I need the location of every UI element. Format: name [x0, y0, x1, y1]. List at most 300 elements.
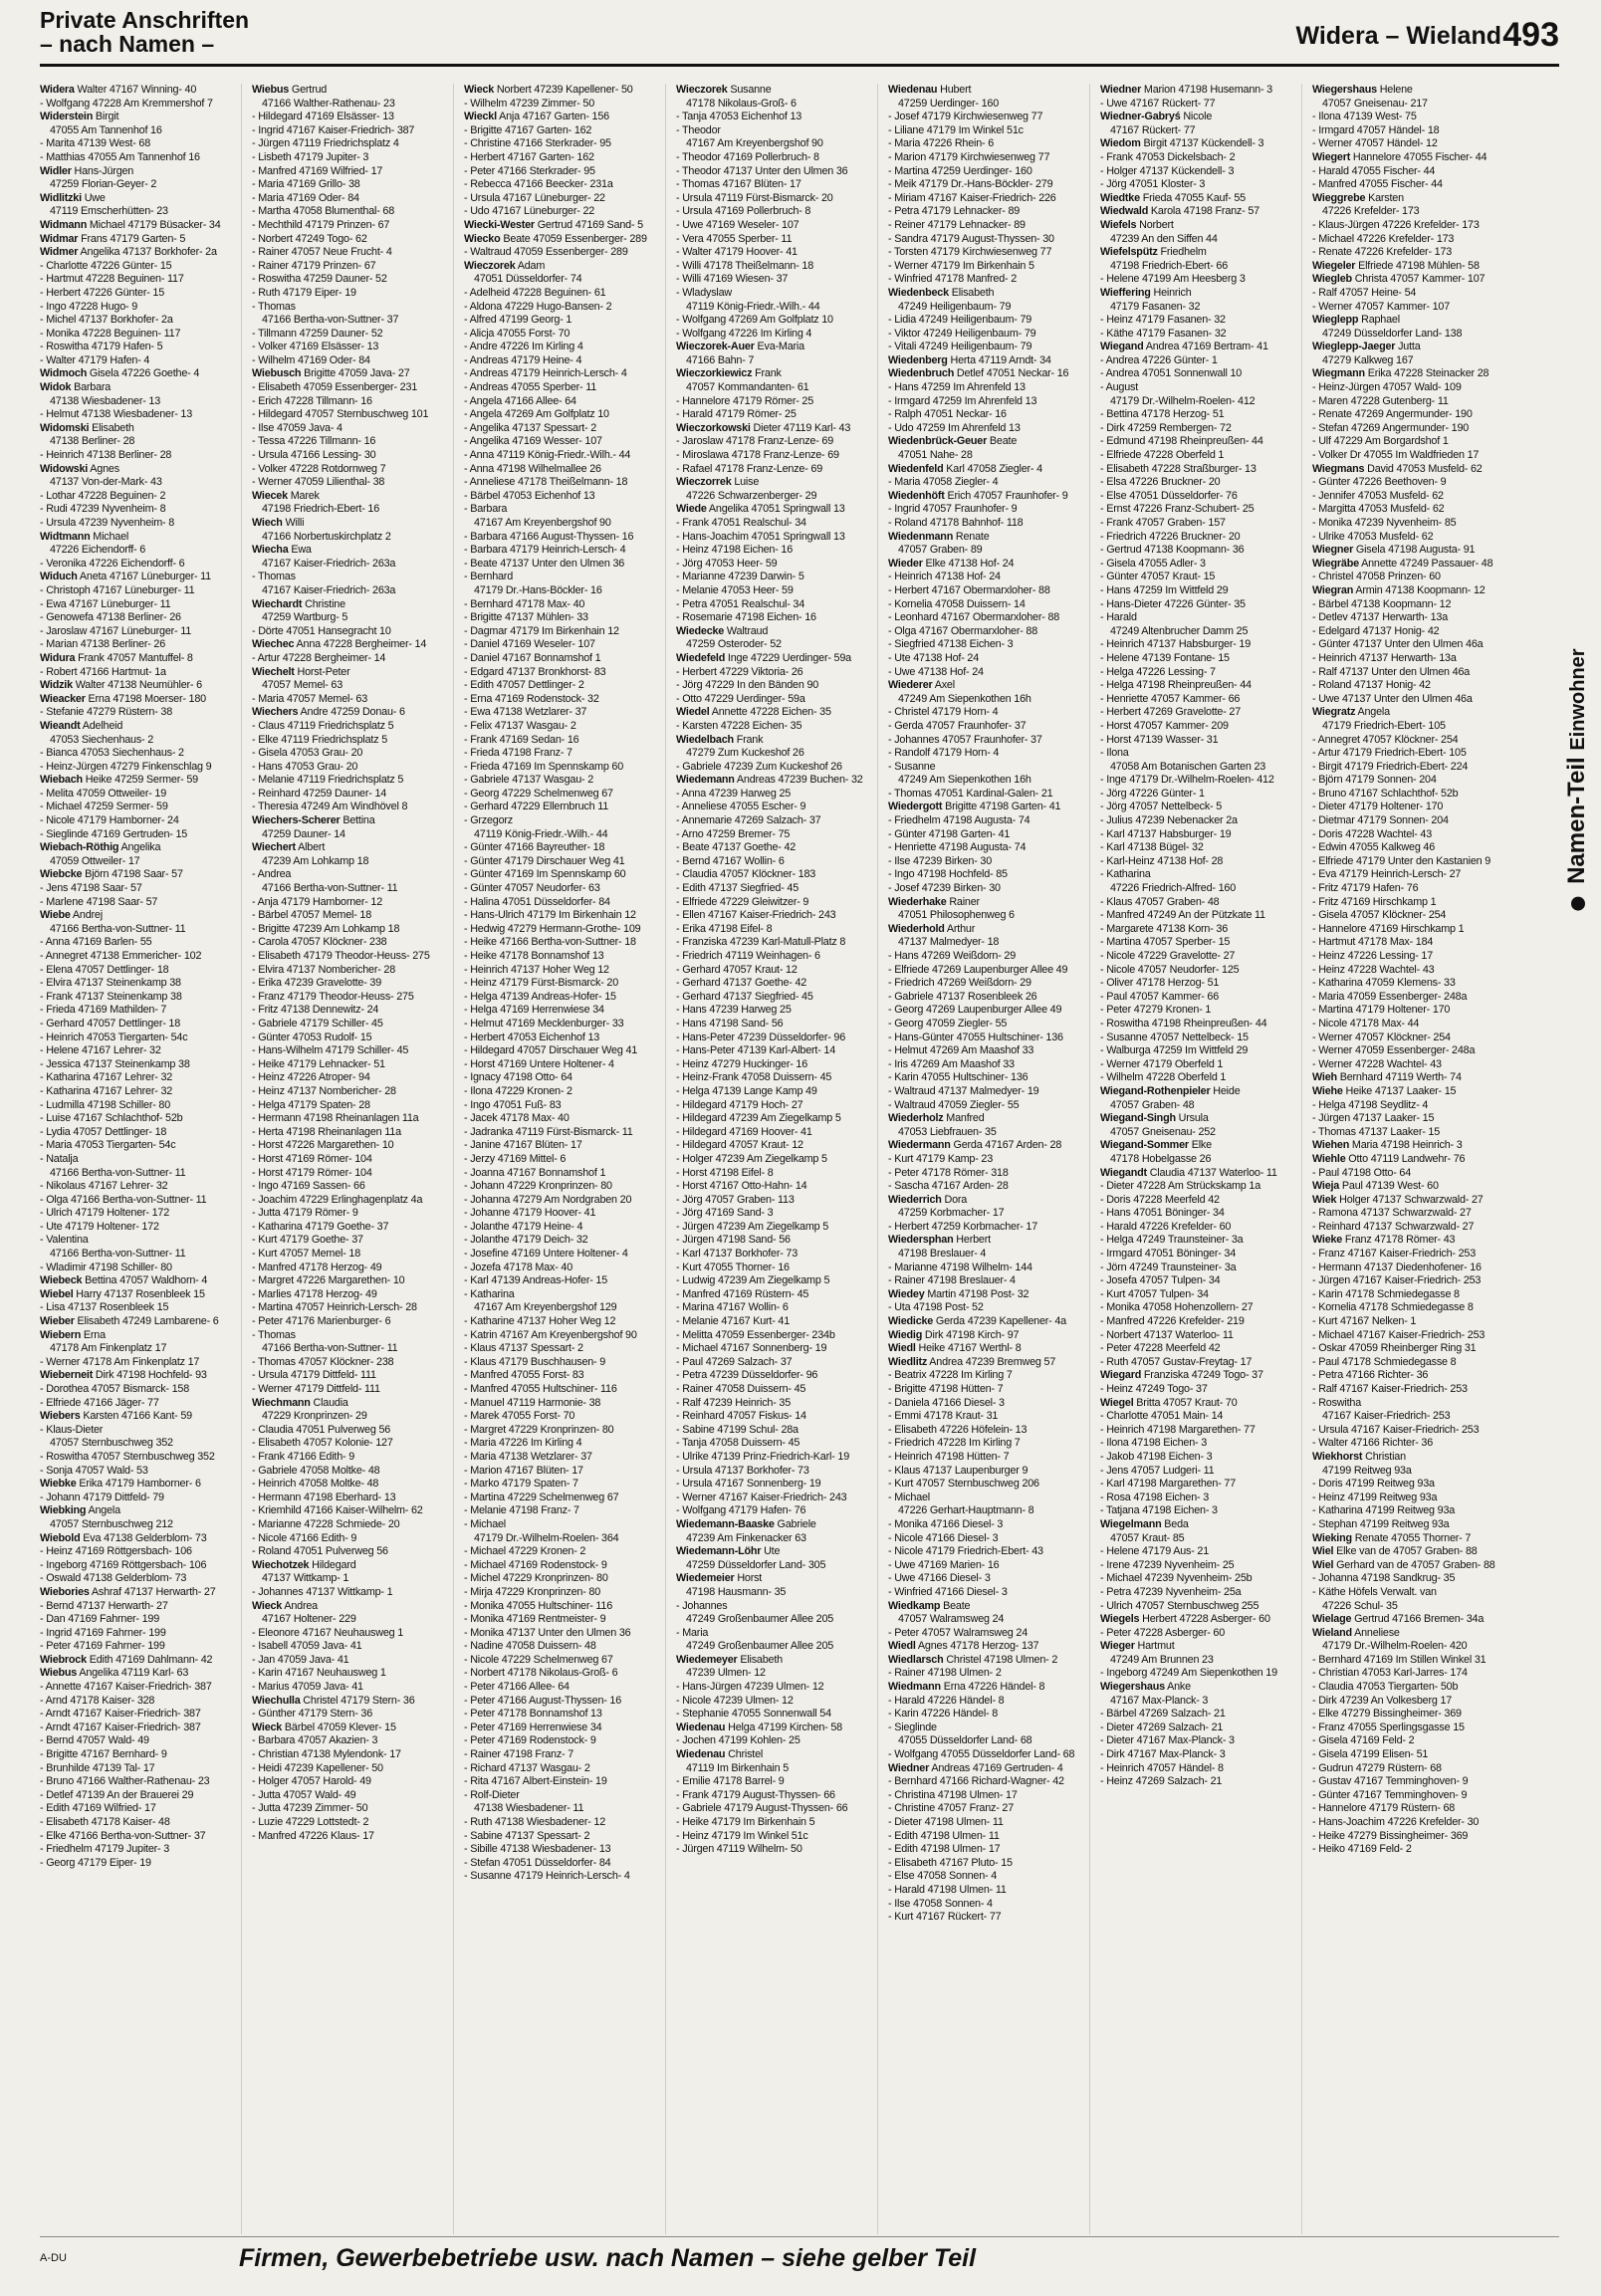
directory-entry: - Irmgard 47057 Händel- 18 — [1312, 123, 1440, 136]
directory-entry: - Bernhard 47166 Richard-Wagner- 42 — [888, 1775, 1064, 1788]
directory-entry: - Robert 47166 Hartmut- 1a — [40, 665, 166, 678]
directory-entry: Wiedenau Christel — [676, 1748, 764, 1761]
directory-entry: - Ellen 47167 Kaiser-Friedrich- 243 — [676, 909, 836, 922]
directory-entry: Wieczorek-Auer Eva-Maria — [676, 341, 804, 353]
directory-entry: - Kornelia 47178 Schmiedegasse 8 — [1312, 1301, 1474, 1314]
directory-entry: Wieczorek Adam — [464, 259, 546, 272]
directory-entry: - Annette 47167 Kaiser-Friedrich- 387 — [40, 1681, 212, 1694]
directory-entry: - Erika 47239 Gravelotte- 39 — [252, 977, 382, 990]
directory-entry: Wiebach Heike 47259 Sermer- 59 — [40, 774, 198, 787]
directory-entry: Wiedersphan Herbert — [888, 1234, 991, 1247]
directory-entry: - Peter 47166 Allee- 64 — [464, 1681, 570, 1694]
directory-entry: - Johannes — [676, 1599, 728, 1612]
directory-entry: - Erna 47169 Rodenstock- 32 — [464, 692, 599, 705]
directory-entry: - Werner 47167 Kaiser-Friedrich- 243 — [676, 1491, 847, 1503]
directory-entry: - Paul 47057 Kammer- 66 — [1100, 990, 1220, 1003]
directory-entry: - Sandra 47179 August-Thyssen- 30 — [888, 232, 1054, 245]
directory-entry: - Christel 47058 Prinzen- 60 — [1312, 571, 1441, 583]
directory-entry: - Käthe Höfels Verwalt. van — [1312, 1585, 1437, 1598]
directory-entry: Wiederrich Dora — [888, 1193, 968, 1206]
directory-entry: Wiederhold Arthur — [888, 922, 976, 935]
directory-entry: - Beatrix 47228 Im Kirling 7 — [888, 1369, 1013, 1382]
directory-entry: 47057 Gneisenau- 252 — [1110, 1125, 1216, 1138]
directory-entry: - Helmut 47169 Mecklenburger- 33 — [464, 1017, 624, 1030]
directory-entry: - Jan 47059 Java- 41 — [252, 1653, 349, 1666]
directory-entry: 47167 Kaiser-Friedrich- 263a — [262, 557, 396, 570]
directory-entry: - Ludmilla 47198 Schiller- 80 — [40, 1098, 171, 1111]
directory-entry: Wiefels Norbert — [1100, 218, 1174, 231]
directory-entry: - Petra 47166 Richter- 36 — [1312, 1369, 1429, 1382]
directory-entry: - Petra 47239 Düsseldorfer- 96 — [676, 1369, 818, 1382]
directory-entry: - Angelika 47169 Wesser- 107 — [464, 435, 602, 448]
directory-entry: - Kurt 47057 Sternbuschweg 206 — [888, 1478, 1039, 1491]
directory-entry: 47057 Graben- 48 — [1110, 1098, 1195, 1111]
directory-entry: Wiecko Beate 47059 Essenberger- 289 — [464, 232, 647, 245]
directory-entry: - Norbert 47137 Waterloo- 11 — [1100, 1328, 1234, 1341]
section-side-tab — [1559, 617, 1595, 936]
directory-entry: Wiedtke Frieda 47055 Kauf- 55 — [1100, 191, 1246, 204]
directory-entry: - Ralf 47239 Heinrich- 35 — [676, 1396, 792, 1409]
directory-entry: - Elisabeth 47057 Kolonie- 127 — [252, 1437, 393, 1450]
directory-entry: Wiechers-Scherer Bettina — [252, 814, 375, 827]
directory-entry: - Carola 47057 Klöckner- 238 — [252, 936, 387, 949]
directory-entry: - Gerhard 47057 Dettlinger- 18 — [40, 1017, 181, 1030]
directory-entry: - Brigitte 47198 Hütten- 7 — [888, 1383, 1004, 1395]
directory-entry: - Annemarie 47269 Salzach- 37 — [676, 814, 821, 827]
directory-entry: - Bärbel 47138 Koopmann- 12 — [1312, 597, 1452, 610]
directory-entry: - Nikolaus 47167 Lehrer- 32 — [40, 1180, 168, 1193]
directory-entry: - Paul 47198 Otto- 64 — [1312, 1166, 1412, 1179]
directory-entry: - Bernd 47137 Herwarth- 27 — [40, 1599, 168, 1612]
directory-entry: - Heinrich 47137 Habsburger- 19 — [1100, 638, 1252, 651]
directory-entry: - Henriette 47198 Augusta- 74 — [888, 841, 1027, 854]
directory-entry: - Emilie 47178 Barrel- 9 — [676, 1775, 785, 1788]
directory-entry: - Horst 47198 Eifel- 8 — [676, 1166, 774, 1179]
directory-entry: - Irmgard 47051 Böninger- 34 — [1100, 1248, 1237, 1261]
directory-entry: - Ingo 47228 Hugo- 9 — [40, 300, 138, 313]
directory-entry: - Maria 47226 Rhein- 6 — [888, 137, 995, 150]
directory-entry: - Friedrich 47228 Im Kirling 7 — [888, 1437, 1021, 1450]
directory-entry: - Michael 47239 Nyvenheim- 25b — [1100, 1572, 1253, 1585]
directory-entry: - Stefan 47051 Düsseldorfer- 84 — [464, 1856, 611, 1869]
directory-entry: - Tillmann 47259 Dauner- 52 — [252, 327, 383, 340]
directory-entry: Wiedl Heike 47167 Werthl- 8 — [888, 1342, 1022, 1355]
directory-entry: - Roswitha 47259 Dauner- 52 — [252, 273, 387, 286]
directory-entry: Wiebe Andrej — [40, 909, 103, 922]
directory-entry: - Paul 47269 Salzach- 37 — [676, 1355, 793, 1368]
directory-entry: - Heike 47166 Bertha-von-Suttner- 18 — [464, 936, 636, 949]
directory-entry: - Jadranka 47119 Fürst-Bismarck- 11 — [464, 1125, 633, 1138]
directory-entry: - Bärbel 47269 Salzach- 21 — [1100, 1708, 1226, 1721]
directory-entry: - Elfriede 47166 Jäger- 77 — [40, 1396, 159, 1409]
directory-entry: - Walter 47166 Richter- 36 — [1312, 1437, 1434, 1450]
directory-entry: Wiedenau Hubert — [888, 84, 972, 96]
directory-entry: - Natalja — [40, 1152, 79, 1165]
directory-entry: - Martina 47179 Holtener- 170 — [1312, 1004, 1451, 1017]
directory-entry: - Günter 47057 Kraut- 15 — [1100, 571, 1216, 583]
directory-entry: - Heinz 47269 Salzach- 21 — [1100, 1775, 1223, 1788]
directory-entry: 47279 Zum Kuckeshof 26 — [686, 747, 804, 760]
directory-entry: - Horst 47167 Otto-Hahn- 14 — [676, 1180, 807, 1193]
directory-entry: - Ilona — [1100, 747, 1129, 760]
directory-columns — [40, 84, 1513, 2234]
section-heading-line1: Private Anschriften — [40, 7, 250, 33]
directory-entry: Wiedenbruch Detlef 47051 Neckar- 16 — [888, 367, 1069, 380]
directory-entry: 47137 Wittkamp- 1 — [262, 1572, 349, 1585]
directory-column — [1312, 84, 1513, 2234]
directory-entry: Wiechotzek Hildegard — [252, 1558, 356, 1571]
directory-entry: - Barbara — [464, 503, 508, 516]
directory-entry: - Jürgen 47119 Friedrichsplatz 4 — [252, 137, 399, 150]
directory-entry: - Margret 47229 Kronprinzen- 80 — [464, 1423, 614, 1436]
directory-entry: - Manfred 47055 Fischer- 44 — [1312, 178, 1443, 191]
directory-entry: - Claudia 47051 Pulverweg 56 — [252, 1423, 391, 1436]
directory-entry: - Ulrike 47053 Musfeld- 62 — [1312, 530, 1434, 543]
directory-entry: - Katharina — [1100, 868, 1151, 881]
directory-entry: - Dieter 47269 Salzach- 21 — [1100, 1721, 1224, 1733]
directory-entry: - Gabriele 47137 Rosenbleek 26 — [888, 990, 1037, 1003]
directory-entry: - Ursula 47239 Nyvenheim- 8 — [40, 517, 175, 529]
directory-entry: - Peter 47169 Rodenstock- 9 — [464, 1734, 596, 1747]
directory-entry: - Monika 47228 Beguinen- 117 — [40, 327, 181, 340]
directory-entry: - Maria 47058 Ziegler- 4 — [888, 476, 999, 489]
directory-entry: - Marek 47055 Forst- 70 — [464, 1410, 575, 1423]
directory-entry: - Ingeborg 47249 Am Siepenkothen 19 — [1100, 1667, 1277, 1680]
directory-entry: - Ewa 47138 Wetzlarer- 37 — [464, 706, 587, 719]
directory-entry: 47179 Dr.-Wilhelm-Roelen- 412 — [1110, 394, 1256, 407]
directory-entry: - Manfred 47169 Wilfried- 17 — [252, 164, 383, 177]
directory-entry: Widura Frank 47057 Mantuffel- 8 — [40, 651, 193, 664]
directory-entry: - Karin 47178 Schmiedegasse 8 — [1312, 1287, 1460, 1300]
directory-entry: - Maria 47169 Oder- 84 — [252, 191, 359, 204]
directory-entry: - Jörg 47053 Heer- 59 — [676, 557, 778, 570]
directory-entry: Wiedner-Gabryś Nicole — [1100, 111, 1213, 123]
directory-entry: 47167 Kaiser-Friedrich- 263a — [262, 583, 396, 596]
directory-entry: - Dirk 47259 Rembergen- 72 — [1100, 421, 1232, 434]
directory-entry: - Heinz 47179 Im Winkel 51c — [676, 1829, 808, 1842]
directory-entry: - Friedrich 47269 Weißdorn- 29 — [888, 977, 1031, 990]
directory-entry: - Peter 47228 Meerfeld 42 — [1100, 1342, 1221, 1355]
directory-entry: - Luzie 47229 Lottstedt- 2 — [252, 1816, 369, 1828]
directory-entry: 47166 Norbertuskirchplatz 2 — [262, 530, 391, 543]
directory-entry: - Michael — [464, 1517, 506, 1530]
directory-entry: - Uta 47198 Post- 52 — [888, 1301, 984, 1314]
directory-entry: - Waltraud 47059 Ziegler- 55 — [888, 1098, 1020, 1111]
directory-entry: - Bernd 47057 Wald- 49 — [40, 1734, 149, 1747]
directory-entry: - Erika 47198 Eifel- 8 — [676, 922, 773, 935]
directory-entry: - Heike 47178 Bonnamshof 13 — [464, 950, 604, 962]
directory-entry: - Volker 47228 Rotdornweg 7 — [252, 462, 386, 475]
directory-entry: - Jerzy 47169 Mittel- 6 — [464, 1152, 567, 1165]
directory-entry: - Roswitha 47057 Sternbuschweg 352 — [40, 1450, 215, 1463]
directory-column — [252, 84, 454, 2234]
directory-entry: - Gerhard 47057 Kraut- 12 — [676, 963, 798, 976]
directory-entry: - Martina 47229 Schelmenweg 67 — [464, 1491, 619, 1503]
directory-entry: - Susanne — [888, 760, 936, 773]
directory-entry: - Jörg 47226 Günter- 1 — [1100, 787, 1205, 800]
directory-entry: 47179 Dr.-Hans-Böckler- 16 — [474, 583, 602, 596]
directory-entry: - Bärbel 47057 Memel- 18 — [252, 909, 372, 922]
directory-entry: - Frieda 47169 Mathilden- 7 — [40, 1004, 167, 1017]
directory-entry: - Gisela 47169 Feld- 2 — [1312, 1734, 1415, 1747]
directory-entry: - Stefan 47269 Angermunder- 190 — [1312, 421, 1470, 434]
directory-entry: - Harald 47198 Ulmen- 11 — [888, 1883, 1007, 1896]
directory-entry: - Hildegard 47239 Am Ziegelkamp 5 — [676, 1112, 841, 1125]
directory-entry: - Wilhelm 47169 Oder- 84 — [252, 353, 370, 366]
directory-entry: - Hildegard 47169 Elsässer- 13 — [252, 111, 394, 123]
directory-entry: - Franziska 47239 Karl-Matull-Platz 8 — [676, 936, 846, 949]
directory-entry: 47051 Nahe- 28 — [898, 449, 973, 462]
directory-entry: - Heinz 47169 Röttgersbach- 106 — [40, 1545, 192, 1558]
directory-entry: - Ulrike 47139 Prinz-Friedrich-Karl- 19 — [676, 1450, 850, 1463]
directory-entry: - Theodor 47169 Pollerbruch- 8 — [676, 150, 819, 163]
directory-entry: - Marion 47179 Kirchwiesenweg 77 — [888, 150, 1050, 163]
directory-entry: - Werner 47179 Oberfeld 1 — [1100, 1057, 1224, 1070]
directory-entry: Wiedenfeld Karl 47058 Ziegler- 4 — [888, 462, 1042, 475]
directory-entry: - Barbara 47057 Akazien- 3 — [252, 1734, 378, 1747]
directory-entry: - Lisa 47137 Rosenbleek 15 — [40, 1301, 169, 1314]
directory-entry: - Roland 47178 Bahnhof- 118 — [888, 517, 1024, 529]
directory-entry: - Karl 47138 Bügel- 32 — [1100, 841, 1204, 854]
directory-entry: - Edith 47057 Dettlinger- 2 — [464, 679, 584, 692]
directory-entry: - Thomas 47167 Blüten- 17 — [676, 178, 801, 191]
directory-entry: - Peter 47178 Römer- 318 — [888, 1166, 1009, 1179]
directory-entry: - Hermann 47198 Rheinanlagen 11a — [252, 1112, 419, 1125]
directory-entry: - Maria 47226 Im Kirling 4 — [464, 1437, 582, 1450]
directory-entry: - Helene 47167 Lehrer- 32 — [40, 1044, 161, 1057]
directory-entry: - Klaus 47179 Buschhausen- 9 — [464, 1355, 606, 1368]
directory-entry: - Hans 47259 Im Ahrenfeld 13 — [888, 381, 1026, 394]
directory-entry: Wiedner Andreas 47169 Gertruden- 4 — [888, 1761, 1063, 1774]
directory-entry: Wieczorrek Luise — [676, 476, 760, 489]
directory-entry: - Peter 47166 Sterkrader- 95 — [464, 164, 595, 177]
directory-entry: - Johann 47229 Kronprinzen- 80 — [464, 1180, 612, 1193]
directory-entry: - Hans 47051 Böninger- 34 — [1100, 1207, 1225, 1220]
directory-entry: 47198 Friedrich-Ebert- 66 — [1110, 259, 1229, 272]
directory-entry: Wiedicke Gerda 47239 Kapellener- 4a — [888, 1315, 1066, 1328]
directory-entry: 47057 Sternbuschweg 212 — [50, 1517, 173, 1530]
directory-entry: 47057 Memel- 63 — [262, 679, 343, 692]
directory-entry: - Roswitha 47179 Hafen- 5 — [40, 341, 163, 353]
directory-entry: Wiebern Erna — [40, 1328, 106, 1341]
directory-entry: - Theodor — [676, 123, 721, 136]
directory-entry: - Kurt 47055 Thorner- 16 — [676, 1261, 790, 1273]
directory-entry: - Wolfgang 47179 Hafen- 76 — [676, 1504, 806, 1517]
directory-entry: - Jakob 47198 Eichen- 3 — [1100, 1450, 1213, 1463]
directory-entry: - Georg 47229 Schelmenweg 67 — [464, 787, 613, 800]
directory-entry: - Jolanthe 47179 Heine- 4 — [464, 1220, 583, 1233]
directory-entry: Wiechulla Christel 47179 Stern- 36 — [252, 1694, 415, 1707]
directory-entry: Wiehen Maria 47198 Heinrich- 3 — [1312, 1139, 1463, 1152]
directory-entry: - Gerhard 47137 Siegfried- 45 — [676, 990, 813, 1003]
directory-entry: Wiegershaus Helene — [1312, 84, 1413, 96]
directory-entry: Widtmann Michael — [40, 530, 129, 543]
directory-entry: - Rafael 47178 Franz-Lenze- 69 — [676, 462, 823, 475]
directory-entry: Wiegand-Singh Ursula — [1100, 1112, 1209, 1125]
directory-entry: 47249 Am Siepenkothen 16h — [898, 774, 1031, 787]
directory-entry: Wiebold Eva 47138 Gelderblom- 73 — [40, 1531, 207, 1544]
directory-entry: - Wilhelm 47228 Oberfeld 1 — [1100, 1071, 1227, 1084]
directory-entry: - Werner 47228 Wachtel- 43 — [1312, 1057, 1442, 1070]
directory-entry: - Heinz-Jürgen 47057 Wald- 109 — [1312, 381, 1462, 394]
directory-entry: - Helga 47249 Traunsteiner- 3a — [1100, 1234, 1244, 1247]
directory-entry: - Gabriele 47179 Schiller- 45 — [252, 1017, 383, 1030]
directory-entry: Wiehe Heike 47137 Laaker- 15 — [1312, 1084, 1457, 1097]
directory-entry: - Tatjana 47198 Eichen- 3 — [1100, 1504, 1218, 1517]
directory-entry: - Julius 47239 Nebenacker 2a — [1100, 814, 1238, 827]
directory-entry: Wieking Renate 47055 Thorner- 7 — [1312, 1531, 1472, 1544]
directory-entry: - Melanie 47119 Friedrichsplatz 5 — [252, 774, 404, 787]
directory-entry: - Miriam 47167 Kaiser-Friedrich- 226 — [888, 191, 1056, 204]
directory-entry: - Manfred 47169 Rüstern- 45 — [676, 1287, 809, 1300]
directory-entry: - Sonja 47057 Wald- 53 — [40, 1464, 148, 1477]
directory-entry: 47057 Gneisenau- 217 — [1322, 97, 1428, 110]
directory-entry: - Günter 47167 Temminghoven- 9 — [1312, 1788, 1468, 1801]
directory-entry: - Manfred 47226 Klaus- 17 — [252, 1829, 374, 1842]
directory-entry: - Jörg 47229 In den Bänden 90 — [676, 679, 819, 692]
directory-entry: - Ingrid 47167 Kaiser-Friedrich- 387 — [252, 123, 415, 136]
directory-entry: - Irene 47239 Nyvenheim- 25 — [1100, 1558, 1235, 1571]
directory-entry: - Arndt 47167 Kaiser-Friedrich- 387 — [40, 1721, 201, 1733]
directory-entry: Wiefelspütz Friedhelm — [1100, 246, 1207, 259]
directory-entry: Wiebach-Röthig Angelika — [40, 841, 161, 854]
directory-entry: - Volker 47169 Elsässer- 13 — [252, 341, 379, 353]
directory-entry: - Günter 47057 Neudorfer- 63 — [464, 882, 600, 895]
directory-entry: 47166 Bertha-von-Suttner- 11 — [262, 882, 398, 895]
directory-entry: - Rolf-Dieter — [464, 1788, 520, 1801]
directory-entry: - Rainer 47179 Prinzen- 67 — [252, 259, 376, 272]
directory-entry: 47226 Gerhart-Hauptmann- 8 — [898, 1504, 1034, 1517]
directory-entry: 47249 Am Brunnen 23 — [1110, 1653, 1214, 1666]
directory-entry: - Michael 47259 Sermer- 59 — [40, 801, 168, 813]
directory-entry: - Georg 47059 Ziegler- 55 — [888, 1017, 1008, 1030]
directory-entry: - Hildegard 47057 Sternbuschweg 101 — [252, 408, 429, 421]
directory-entry: - Horst 47169 Römer- 104 — [252, 1152, 372, 1165]
directory-entry: Wielage Gertrud 47166 Bremen- 34a — [1312, 1613, 1485, 1626]
directory-entry: - Christina 47198 Ulmen- 17 — [888, 1788, 1018, 1801]
directory-entry: - Brigitte 47167 Garten- 162 — [464, 123, 592, 136]
directory-entry: - Klaus 47137 Laupenburger 9 — [888, 1464, 1029, 1477]
directory-entry: - Hildegard 47169 Hoover- 41 — [676, 1125, 812, 1138]
directory-entry: - Hartmut 47178 Max- 184 — [1312, 936, 1434, 949]
directory-entry: - Barbara 47179 Heinrich-Lersch- 4 — [464, 544, 626, 557]
directory-entry: - Margarete 47138 Korn- 36 — [1100, 922, 1229, 935]
directory-entry: - Michael 47169 Rodenstock- 9 — [464, 1558, 607, 1571]
directory-entry: - Elisabeth 47226 Höfelein- 13 — [888, 1423, 1028, 1436]
directory-entry: - Michel 47229 Kronprinzen- 80 — [464, 1572, 608, 1585]
directory-entry: - Ilse 47239 Birken- 30 — [888, 854, 993, 867]
directory-entry: Wiegershaus Anke — [1100, 1681, 1191, 1694]
directory-entry: - Roland 47137 Honig- 42 — [1312, 679, 1431, 692]
directory-entry: Wieglepp-Jaeger Jutta — [1312, 341, 1421, 353]
directory-entry: - Holger 47057 Harold- 49 — [252, 1775, 371, 1788]
directory-entry: Widmann Michael 47179 Büsacker- 34 — [40, 218, 221, 231]
directory-entry: - Josefa 47057 Tulpen- 34 — [1100, 1274, 1221, 1287]
directory-entry: - Angela 47166 Allee- 64 — [464, 394, 576, 407]
directory-entry: - Jörg 47051 Kloster- 3 — [1100, 178, 1206, 191]
directory-entry: 47053 Siechenhaus- 2 — [50, 733, 154, 746]
directory-entry: - Rainer 47198 Breslauer- 4 — [888, 1274, 1016, 1287]
directory-entry: - Matthias 47055 Am Tannenhof 16 — [40, 150, 200, 163]
directory-entry: - Ursula 47119 Fürst-Bismarck- 20 — [676, 191, 833, 204]
directory-entry: Widlitzki Uwe — [40, 191, 106, 204]
directory-entry: - Mirja 47229 Kronprinzen- 80 — [464, 1585, 601, 1598]
directory-entry: - Winfried 47166 Diesel- 3 — [888, 1585, 1008, 1598]
bullet-dot-icon — [1571, 897, 1585, 911]
directory-entry: - Katharine 47137 Hoher Weg 12 — [464, 1315, 616, 1328]
directory-entry: - Helmut 47138 Wiesbadener- 13 — [40, 408, 193, 421]
directory-entry: - Marko 47179 Spaten- 7 — [464, 1478, 578, 1491]
directory-entry: - Iris 47269 Am Maashof 33 — [888, 1057, 1015, 1070]
directory-entry: - Elfriede 47269 Laupenburger Allee 49 — [888, 963, 1068, 976]
directory-entry: - Franz 47055 Sperlingsgasse 15 — [1312, 1721, 1465, 1733]
directory-entry: - Charlotte 47226 Günter- 15 — [40, 259, 172, 272]
directory-entry: 47166 Bertha-von-Suttner- 11 — [262, 1342, 398, 1355]
directory-entry: 47167 Am Kreyenbergshof 129 — [474, 1301, 617, 1314]
directory-entry: - Katrin 47167 Am Kreyenbergshof 90 — [464, 1328, 637, 1341]
directory-entry: - Heinz 47279 Huckinger- 16 — [676, 1057, 808, 1070]
directory-entry: - Heinrich 47053 Tiergarten- 54c — [40, 1031, 188, 1043]
directory-entry: - Herbert 47226 Günter- 15 — [40, 286, 165, 299]
directory-entry: 47226 Schul- 35 — [1322, 1599, 1398, 1612]
directory-entry: - Friedhelm 47179 Jupiter- 3 — [40, 1843, 170, 1856]
directory-entry: - Winfried 47178 Manfred- 2 — [888, 273, 1018, 286]
directory-entry: 47138 Berliner- 28 — [50, 435, 135, 448]
directory-entry: Wiek Holger 47137 Schwarzwald- 27 — [1312, 1193, 1484, 1206]
directory-entry: - Ute 47138 Hof- 24 — [888, 651, 980, 664]
directory-entry: - Monika 47169 Rentmeister- 9 — [464, 1613, 606, 1626]
directory-entry: 47057 Sternbuschweg 352 — [50, 1437, 173, 1450]
directory-entry: Wiedner Marion 47198 Husemann- 3 — [1100, 84, 1272, 96]
directory-entry: - Ralph 47051 Neckar- 16 — [888, 408, 1007, 421]
directory-entry: - Heinz 47198 Eichen- 16 — [676, 544, 794, 557]
directory-entry: - Peter 47166 August-Thyssen- 16 — [464, 1694, 622, 1707]
directory-entry: - Sascha 47167 Arden- 28 — [888, 1180, 1009, 1193]
directory-entry: - Gabriele 47137 Wasgau- 2 — [464, 774, 594, 787]
directory-entry: - Susanne 47179 Heinrich-Lersch- 4 — [464, 1870, 630, 1883]
directory-entry: - Annegret 47138 Emmericher- 102 — [40, 950, 202, 962]
directory-entry: Widmer Angelika 47137 Borkhofer- 2a — [40, 246, 217, 259]
directory-entry: 47226 Friedrich-Alfred- 160 — [1110, 882, 1237, 895]
directory-entry: - Hans 47198 Sand- 56 — [676, 1017, 784, 1030]
directory-entry: - Fritz 47169 Hirschkamp 1 — [1312, 895, 1437, 908]
directory-entry: - Tanja 47053 Eichenhof 13 — [676, 111, 802, 123]
directory-entry: - Werner 47057 Klöckner- 254 — [1312, 1031, 1451, 1043]
directory-entry: - Ingrid 47169 Fahrner- 199 — [40, 1626, 166, 1639]
directory-entry: - Andreas 47055 Sperber- 11 — [464, 381, 597, 394]
directory-entry: - Thomas 47137 Laaker- 15 — [1312, 1125, 1441, 1138]
directory-entry: 47179 Dr.-Wilhelm-Roelen- 420 — [1322, 1640, 1468, 1653]
directory-entry: - Karl 47198 Margarethen- 77 — [1100, 1478, 1237, 1491]
directory-entry: 47167 Max-Planck- 3 — [1110, 1694, 1209, 1707]
directory-entry: - Elke 47279 Bissingheimer- 369 — [1312, 1708, 1462, 1721]
directory-entry: - Alicja 47055 Forst- 70 — [464, 327, 571, 340]
directory-entry: - Jörn 47249 Traunsteiner- 3a — [1100, 1261, 1237, 1273]
directory-entry: - Margitta 47053 Musfeld- 62 — [1312, 503, 1445, 516]
directory-entry: - Anna 47239 Harweg 25 — [676, 787, 792, 800]
directory-entry: - Bernhard 47169 Im Stillen Winkel 31 — [1312, 1653, 1487, 1666]
directory-entry: - Franz 47167 Kaiser-Friedrich- 253 — [1312, 1248, 1477, 1261]
directory-entry: - Frank 47057 Graben- 157 — [1100, 517, 1226, 529]
directory-entry: - Martina 47057 Heinrich-Lersch- 28 — [252, 1301, 417, 1314]
directory-entry: - Dieter 47198 Ulmen- 11 — [888, 1816, 1004, 1828]
directory-entry: - Richard 47137 Wasgau- 2 — [464, 1761, 590, 1774]
directory-entry: 47138 Wiesbadener- 13 — [50, 394, 161, 407]
directory-entry: Wiedenau Helga 47199 Kirchen- 58 — [676, 1721, 842, 1733]
directory-entry: 47166 Bertha-von-Suttner- 11 — [50, 1248, 186, 1261]
directory-entry: - Wilhelm 47239 Zimmer- 50 — [464, 97, 594, 110]
directory-entry: - Maria 47057 Memel- 63 — [252, 692, 368, 705]
